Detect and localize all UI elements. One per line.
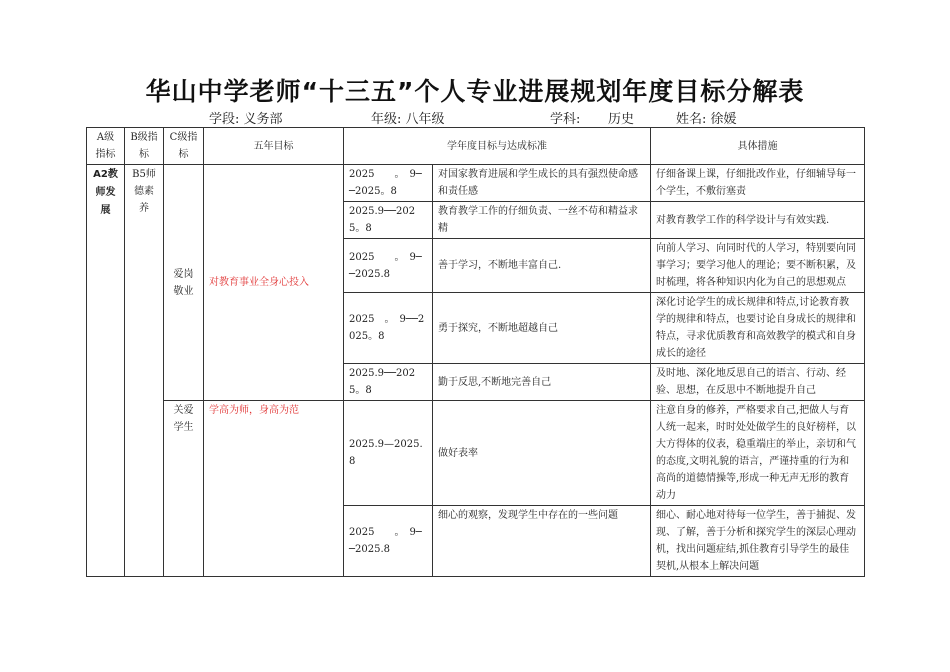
header-annual-target: 学年度目标与达成标准 — [344, 128, 651, 165]
b-level-cell: B5师德素养 — [125, 165, 164, 577]
subtitle-line — [0, 108, 950, 128]
header-measures: 具体措施 — [651, 128, 865, 165]
name-label: 姓名: 徐媛 — [676, 112, 737, 127]
measure-cell: 及时地、深化地反思自己的语言、行动、经验、思想，在反思中不断地提升自己 — [651, 364, 865, 401]
table-row — [87, 165, 865, 202]
header-five-year-goal: 五年目标 — [204, 128, 344, 165]
header-b-level: B级指标 — [125, 128, 164, 165]
period-cell: 2025.9──2025。8 — [344, 202, 433, 239]
measure-cell: 深化讨论学生的成长规律和特点,讨论教育教学的规律和特点，也要讨论自身成长的规律和特点，寻求优质教育和高效教学的模式和自身成长的途径 — [651, 293, 865, 364]
subject-label: 学科: — [550, 112, 581, 127]
measure-cell: 细心、耐心地对待每一位学生，善于捕捉、发现、了解，善于分析和探究学生的深层心理动机，找出问题症结,抓住教育引导学生的最佳契机,从根本上解决问题 — [651, 506, 865, 577]
subject-value: 历史 — [608, 112, 635, 127]
page-title: 华山中学老师“十三五”个人专业进展规划年度目标分解表 — [145, 77, 805, 106]
target-cell: 教育教学工作的仔细负责、一丝不苟和精益求精 — [433, 202, 651, 239]
measure-cell: 向前人学习、向同时代的人学习，特别要向同事学习；要学习他人的理论；要不断积累，及时梳理，将各种知识内化为自己的思想观点 — [651, 239, 865, 293]
target-cell: 勤于反思,不断地完善自己 — [433, 364, 651, 401]
header-a-level: A级指标 — [87, 128, 125, 165]
target-cell: 细心的观察，发现学生中存在的一些问题 — [433, 506, 651, 577]
period-cell: 2025.9──2025。8 — [344, 364, 433, 401]
target-cell: 勇于探究，不断地超越自己 — [433, 293, 651, 364]
period-cell: 2025 。 9──2025。8 — [344, 165, 433, 202]
measure-cell: 对教育教学工作的科学设计与有效实践. — [651, 202, 865, 239]
stage-label: 学段: 义务部 — [209, 112, 283, 127]
period-cell: 2025 。 9──2025.8 — [344, 239, 433, 293]
period-cell: 2025 。 9──2025。8 — [344, 293, 433, 364]
grade-label: 年级: 八年级 — [371, 112, 445, 127]
header-c-level: C级指标 — [164, 128, 204, 165]
a-level-cell: A2教师发展 — [87, 165, 125, 577]
target-cell: 对国家教育进展和学生成长的具有强烈使命感和责任感 — [433, 165, 651, 202]
period-cell: 2025 。 9──2025.8 — [344, 506, 433, 577]
target-cell: 善于学习，不断地丰富自己. — [433, 239, 651, 293]
table-header-row — [87, 128, 865, 165]
c-level-cell: 爱岗敬业 — [164, 165, 204, 401]
measure-cell: 仔细备课上课，仔细批改作业，仔细辅导每一个学生，不敷衍塞责 — [651, 165, 865, 202]
target-cell: 做好表率 — [433, 401, 651, 506]
measure-cell: 注意自身的修养，严格要求自己,把做人与育人统一起来，时时处处做学生的良好榜样，以大方得体的仪表，稳重端庄的举止，亲切和气的态度,文明礼貌的语言，严谨持重的行为和高尚的道德情操等,形成一种无声无形的教育动力 — [651, 401, 865, 506]
c-level-cell: 关爱学生 — [164, 401, 204, 577]
five-year-goal-cell: 学高为师，身高为范 — [204, 401, 344, 577]
five-year-goal-cell: 对教育事业全身心投入 — [204, 165, 344, 401]
goals-table — [86, 127, 865, 577]
table-row — [87, 401, 865, 506]
period-cell: 2025.9—2025.8 — [344, 401, 433, 506]
